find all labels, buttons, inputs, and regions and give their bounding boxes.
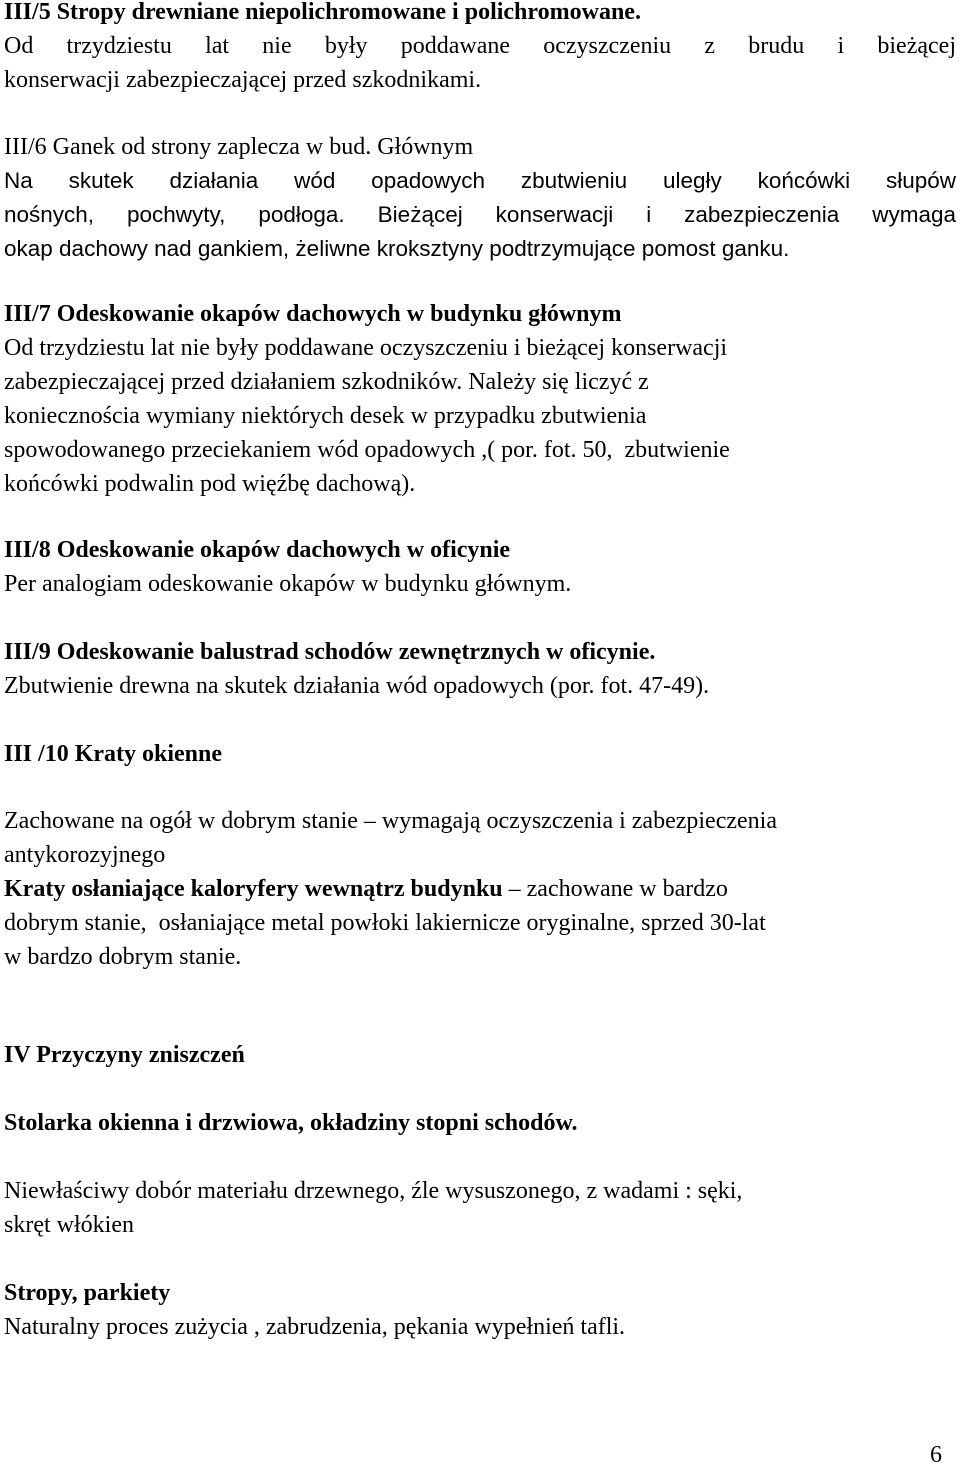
paragraph-line: Od trzydziestu lat nie były poddawane oczyszczeniu i bieżącej konserwacji <box>4 335 728 361</box>
paragraph-line: okap dachowy nad gankiem, żeliwne kroksztyny podtrzymujące pomost ganku. <box>4 236 790 261</box>
paragraph-line: Per analogiam odeskowanie okapów w budynku głównym. <box>4 571 572 597</box>
section-heading: III/5 Stropy drewniane niepolichromowane i polichromowane. <box>4 0 641 25</box>
section-heading: III/7 Odeskowanie okapów dachowych w budynku głównym <box>4 301 622 327</box>
section-heading: III/8 Odeskowanie okapów dachowych w oficynie <box>4 537 511 563</box>
subsection-heading: Stropy, parkiety <box>4 1280 171 1306</box>
section-iv-sub2 <box>4 1276 956 1344</box>
section-iii-10 <box>4 737 956 771</box>
section-iii-7 <box>4 297 956 501</box>
paragraph-line: dobrym stanie, osłaniające metal powłoki lakiernicze oryginalne, sprzed 30-lat <box>4 910 766 936</box>
section-iii-5 <box>4 0 956 97</box>
paragraph-line <box>4 198 956 232</box>
section-heading: IV Przyczyny zniszczeń <box>4 1042 245 1068</box>
section-iii-9 <box>4 635 956 703</box>
section-iii-10-body <box>4 804 956 974</box>
paragraph-line: zabezpieczającej przed działaniem szkodników. Należy się liczyć z <box>4 369 649 395</box>
section-iv <box>4 1038 956 1072</box>
paragraph-fragment: nośnych, pochwyty, podłoga. <box>4 202 345 227</box>
paragraph-line: konserwacji zabezpieczającej przed szkodnikami. <box>4 67 482 93</box>
paragraph-line: spowodowanego przeciekaniem wód opadowych ,( por. fot. 50, zbutwienie <box>4 437 730 463</box>
section-iii-8 <box>4 533 956 601</box>
paragraph-line: Niewłaściwy dobór materiału drzewnego, źle wysuszonego, z wadami : sęki, <box>4 1178 743 1204</box>
section-heading: III/9 Odeskowanie balustrad schodów zewnętrznych w oficynie. <box>4 639 656 665</box>
paragraph-line: skręt włókien <box>4 1212 134 1238</box>
paragraph-line <box>4 872 956 906</box>
paragraph-line: Naturalny proces zużycia , zabrudzenia, pękania wypełnień tafli. <box>4 1314 626 1340</box>
section-iv-sub1-body <box>4 1174 956 1242</box>
paragraph-fragment: – zachowane w bardzo <box>502 876 728 902</box>
paragraph-line: antykorozyjnego <box>4 842 166 868</box>
section-iii-6 <box>4 130 956 266</box>
paragraph-fragment: Bieżącej konserwacji i zabezpieczenia wymaga <box>344 202 957 227</box>
paragraph-line: końcówki podwalin pod więźbę dachową). <box>4 471 416 497</box>
paragraph-line: Od trzydziestu lat nie były poddawane oczyszczeniu z brudu i bieżącej <box>4 33 956 59</box>
paragraph-line: Zachowane na ogół w dobrym stanie – wymagają oczyszczenia i zabezpieczenia <box>4 808 777 834</box>
page-number: 6 <box>930 1442 942 1468</box>
section-iv-sub1 <box>4 1106 956 1140</box>
bold-phrase: Kraty osłaniające kaloryfery wewnątrz budynku <box>4 876 503 902</box>
paragraph-line: koniecznościa wymiany niektórych desek w przypadku zbutwienia <box>4 403 647 429</box>
paragraph-line: Zbutwienie drewna na skutek działania wód opadowych (por. fot. 47-49). <box>4 673 710 699</box>
paragraph-line: Na skutek działania wód opadowych zbutwieniu uległy końcówki słupów <box>4 168 956 193</box>
paragraph-line: w bardzo dobrym stanie. <box>4 944 242 970</box>
section-heading: III/6 Ganek od strony zaplecza w bud. Głównym <box>4 134 474 160</box>
section-heading: III /10 Kraty okienne <box>4 741 223 767</box>
subsection-heading: Stolarka okienna i drzwiowa, okładziny stopni schodów. <box>4 1110 578 1136</box>
